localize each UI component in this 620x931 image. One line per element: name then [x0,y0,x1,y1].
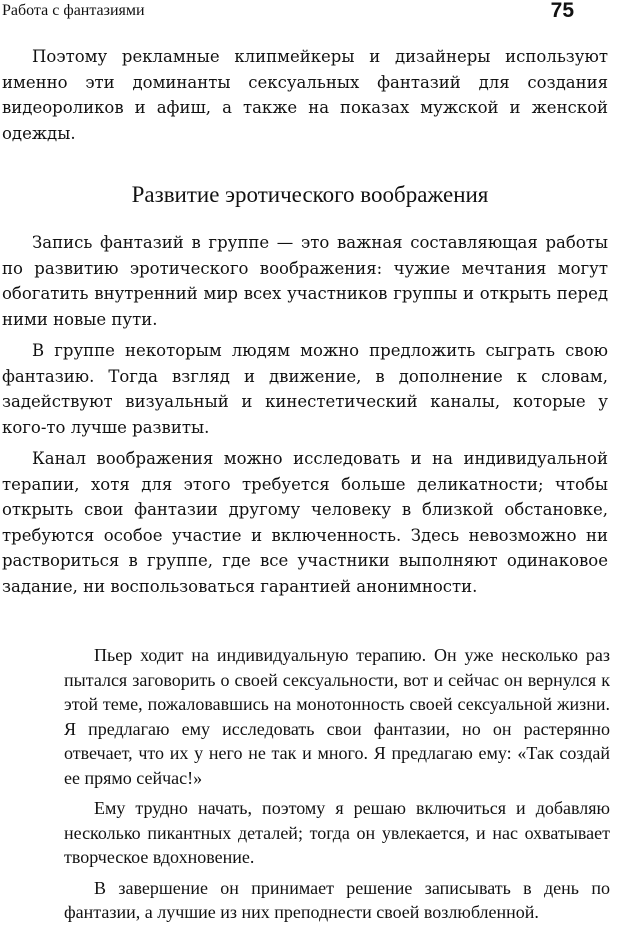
section-paragraph-3: Канал воображения можно исследовать и на индивидуальной терапии, хотя для этого требуется больше деликатности; чтобы открыть свои фантазии другому человеку в близкой обстановке, требуются особое участие и включенность. Здесь невозможно ни раствориться в группе, где все участники выполняют одинаковое задание, ни воспользоваться гарантией анонимности. [2,449,608,596]
case-example-block [64,643,610,931]
case-paragraph-2: Ему трудно начать, поэтому я решаю включиться и добавляю несколько пикантных деталей; тогда он увлекается, и нас охватывает творческое вдохновение. [64,798,610,867]
intro-paragraph: Поэтому рекламные клипмейкеры и дизайнеры используют именно эти доминанты сексуальных фантазий для создания видеороликов и афиш, а также на показах мужской и женской одежды. [2,47,608,143]
running-title: Работа с фантазиями [2,2,145,19]
intro-text-block [2,44,608,152]
case-paragraph-1: Пьер ходит на индивидуальную терапию. Он уже несколько раз пытался заговорить о своей сексуальности, вот и сейчас он вернулся к этой теме, пожаловавшись на монотонность своей сексуальной жизни. Я предлагаю ему исследовать свои фантазии, но он растерянно отвечает, что их у него не так и много. Я предлагаю ему: «Так создай ее прямо сейчас!» [64,645,610,788]
page-header [0,0,620,24]
section-text-block [2,230,608,605]
case-paragraph-3: В завершение он принимает решение записывать в день по фантазии, а лучшие из них преподнести своей возлюбленной. [64,877,610,922]
section-paragraph-1: Запись фантазий в группе — это важная составляющая работы по развитию эротического воображения: чужие мечтания могут обогатить внутренний мир всех участников группы и открыть перед ними новые пути. [2,233,608,329]
section-title: Развитие эротического воображения [131,182,489,207]
page-number: 75 [550,0,574,22]
section-paragraph-2: В группе некоторым людям можно предложить сыграть свою фантазию. Тогда взгляд и движение, в дополнение к словам, задействуют визуальный и кинестетический каналы, которые у кого-то лучше развиты. [2,341,608,437]
